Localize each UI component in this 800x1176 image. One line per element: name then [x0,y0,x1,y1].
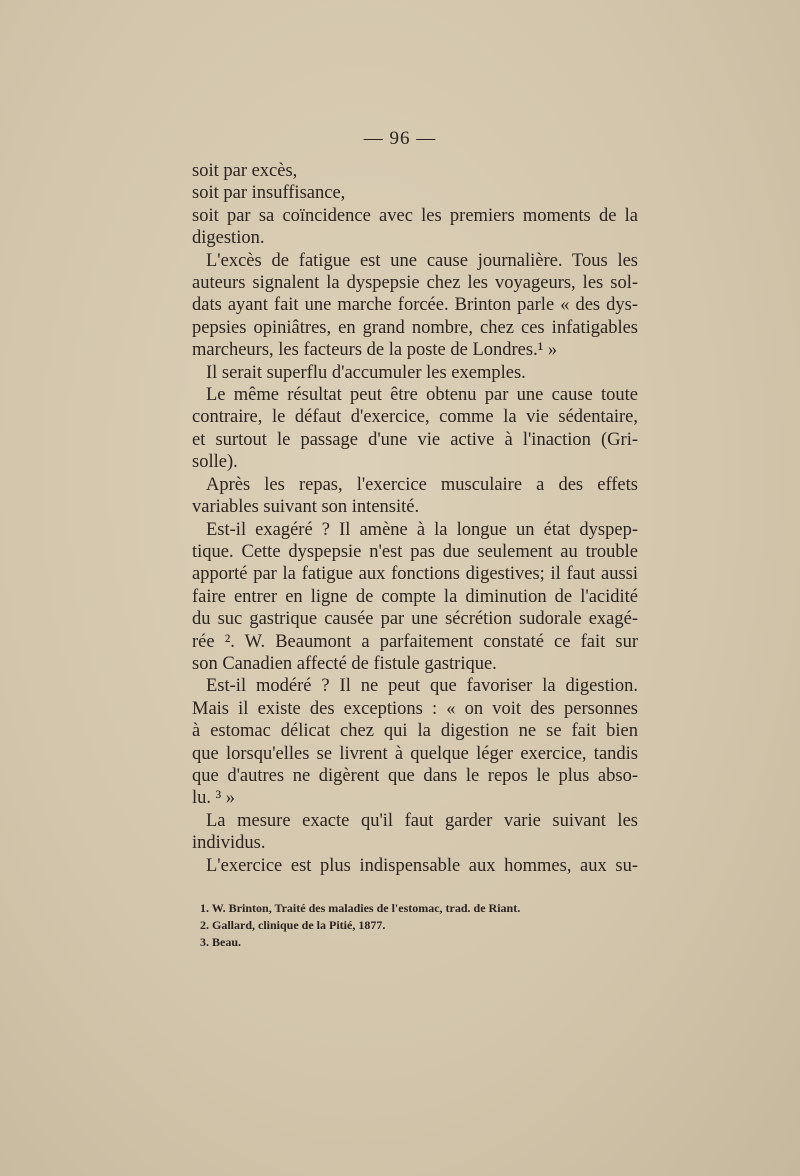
footnote-2: 2. Gallard, clinique de la Pitié, 1877. [200,918,386,932]
text-line: que lorsqu'elles se livrent à quelque léger exercice, tandis [192,743,638,764]
footnotes [200,900,640,951]
text-line: Après les repas, l'exercice musculaire a des effets [206,474,638,495]
text-line: du suc gastrique causée par une sécrétion sudorale exagé- [192,609,638,630]
page-number: — 96 — [363,128,437,149]
text-line: rée ². W. Beaumont a parfaitement constaté ce fait sur [192,631,638,652]
text-line: marcheurs, les facteurs de la poste de Londres.¹ » [192,340,558,361]
text-line: à estomac délicat chez qui la digestion ne se fait bien [192,721,638,742]
text-line: faire entrer en ligne de compte la diminution de l'acidité [192,586,638,607]
text-line: soit par excès, [192,161,298,181]
text-line: Est-il exagéré ? Il amène à la longue un état dyspep- [206,519,638,540]
text-line: digestion. [192,228,265,249]
text-line: solle). [192,452,238,473]
body-text [192,160,638,877]
text-line: son Canadien affecté de fistule gastrique. [192,653,497,674]
text-line: Il serait superflu d'accumuler les exemples. [206,362,526,383]
text-line: soit par sa coïncidence avec les premiers moments de la [192,205,638,226]
text-line: pepsies opiniâtres, en grand nombre, chez ces infatigables [192,317,638,338]
text-line: Mais il existe des exceptions : « on voit des personnes [192,698,638,719]
text-line: et surtout le passage d'une vie active à l'inaction (Gri- [192,429,638,450]
text-line: auteurs signalent la dyspepsie chez les voyageurs, les sol- [192,273,638,294]
text-line: Le même résultat peut être obtenu par une cause toute [206,385,638,406]
text-line: L'excès de fatigue est une cause journalière. Tous les [206,250,638,271]
text-line: individus. [192,833,266,854]
text-line: dats ayant fait une marche forcée. Brinton parle « des dys- [192,295,638,316]
text-line: soit par insuffisance, [192,183,346,204]
text-line: Est-il modéré ? Il ne peut que favoriser la digestion. [206,676,638,697]
footnote-3: 3. Beau. [200,935,242,949]
text-line: variables suivant son intensité. [192,497,420,518]
text-line: que d'autres ne digèrent que dans le repos le plus abso- [192,765,638,786]
text-line: contraire, le défaut d'exercice, comme la vie sédentaire, [192,407,638,428]
text-line: tique. Cette dyspepsie n'est pas due seulement au trouble [192,541,638,562]
footnote-1: 1. W. Brinton, Traité des maladies de l'estomac, trad. de Riant. [200,901,521,915]
text-line: apporté par la fatigue aux fonctions digestives; il faut aussi [192,564,638,585]
text-line: L'exercice est plus indispensable aux hommes, aux su- [206,855,638,876]
text-line: La mesure exacte qu'il faut garder varie suivant les [206,810,638,831]
text-line: lu. ³ » [192,788,236,809]
